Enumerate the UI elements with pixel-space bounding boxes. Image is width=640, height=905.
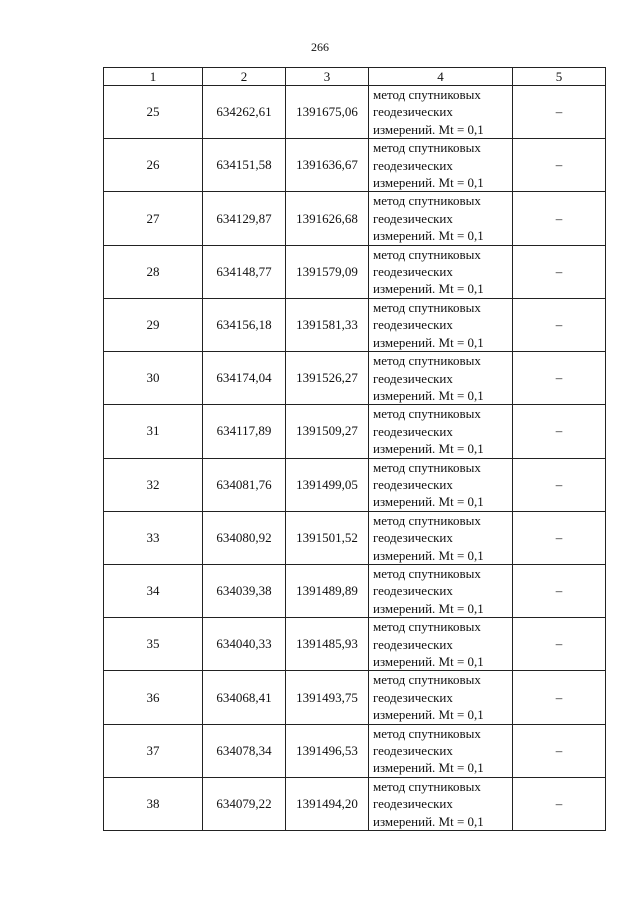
method-line: измерений. Mt = 0,1 <box>373 547 484 563</box>
method-line: измерений. Mt = 0,1 <box>373 387 484 403</box>
method-line: геодезических <box>373 636 453 652</box>
x-coordinate-cell: 634079,22 <box>203 777 286 830</box>
column-header-3: 3 <box>286 68 369 86</box>
point-number-cell: 25 <box>104 86 203 139</box>
point-number-cell: 37 <box>104 724 203 777</box>
x-coordinate-cell: 634156,18 <box>203 298 286 351</box>
method-cell <box>369 139 513 192</box>
note-cell: – <box>513 671 606 724</box>
method-cell <box>369 405 513 458</box>
table-row <box>104 777 606 830</box>
y-coordinate-cell: 1391626,68 <box>286 192 369 245</box>
y-coordinate-cell: 1391675,06 <box>286 86 369 139</box>
table-row <box>104 564 606 617</box>
method-line: геодезических <box>373 743 453 759</box>
method-line: метод спутниковых <box>373 512 481 528</box>
method-line: метод спутниковых <box>373 459 481 475</box>
table-row <box>104 405 606 458</box>
method-line: геодезических <box>373 796 453 812</box>
column-header-1: 1 <box>104 68 203 86</box>
method-line: метод спутниковых <box>373 193 481 209</box>
note-cell: – <box>513 405 606 458</box>
x-coordinate-cell: 634068,41 <box>203 671 286 724</box>
x-coordinate-cell: 634262,61 <box>203 86 286 139</box>
method-line: геодезических <box>373 264 453 280</box>
point-number-cell: 27 <box>104 192 203 245</box>
x-coordinate-cell: 634040,33 <box>203 618 286 671</box>
note-cell: – <box>513 458 606 511</box>
method-line: измерений. Mt = 0,1 <box>373 494 484 510</box>
table-row <box>104 618 606 671</box>
y-coordinate-cell: 1391579,09 <box>286 245 369 298</box>
table-header-row <box>104 68 606 86</box>
method-line: геодезических <box>373 423 453 439</box>
method-line: метод спутниковых <box>373 87 481 102</box>
method-line: измерений. Mt = 0,1 <box>373 175 484 191</box>
table-row <box>104 86 606 139</box>
method-line: метод спутниковых <box>373 406 481 422</box>
method-line: измерений. Mt = 0,1 <box>373 707 484 723</box>
method-line: геодезических <box>373 317 453 333</box>
table-row <box>104 352 606 405</box>
x-coordinate-cell: 634129,87 <box>203 192 286 245</box>
method-line: геодезических <box>373 210 453 226</box>
x-coordinate-cell: 634078,34 <box>203 724 286 777</box>
point-number-cell: 31 <box>104 405 203 458</box>
method-line: геодезических <box>373 476 453 492</box>
note-cell: – <box>513 511 606 564</box>
method-line: измерений. Mt = 0,1 <box>373 121 484 137</box>
method-cell <box>369 86 513 139</box>
x-coordinate-cell: 634151,58 <box>203 139 286 192</box>
method-cell <box>369 298 513 351</box>
method-line: измерений. Mt = 0,1 <box>373 281 484 297</box>
note-cell: – <box>513 139 606 192</box>
method-cell <box>369 671 513 724</box>
x-coordinate-cell: 634148,77 <box>203 245 286 298</box>
method-cell <box>369 724 513 777</box>
y-coordinate-cell: 1391493,75 <box>286 671 369 724</box>
x-coordinate-cell: 634039,38 <box>203 564 286 617</box>
method-line: метод спутниковых <box>373 725 481 741</box>
column-header-2: 2 <box>203 68 286 86</box>
method-line: метод спутниковых <box>373 299 481 315</box>
method-line: метод спутниковых <box>373 778 481 794</box>
table-body <box>104 86 606 831</box>
method-line: геодезических <box>373 530 453 546</box>
method-line: геодезических <box>373 157 453 173</box>
method-cell <box>369 458 513 511</box>
table-row <box>104 671 606 724</box>
table-row <box>104 245 606 298</box>
method-cell <box>369 511 513 564</box>
table-row <box>104 511 606 564</box>
y-coordinate-cell: 1391496,53 <box>286 724 369 777</box>
y-coordinate-cell: 1391489,89 <box>286 564 369 617</box>
method-line: геодезических <box>373 370 453 386</box>
y-coordinate-cell: 1391509,27 <box>286 405 369 458</box>
x-coordinate-cell: 634117,89 <box>203 405 286 458</box>
method-line: измерений. Mt = 0,1 <box>373 441 484 457</box>
note-cell: – <box>513 192 606 245</box>
method-line: метод спутниковых <box>373 565 481 581</box>
x-coordinate-cell: 634080,92 <box>203 511 286 564</box>
method-cell <box>369 618 513 671</box>
table-row <box>104 192 606 245</box>
note-cell: – <box>513 564 606 617</box>
y-coordinate-cell: 1391636,67 <box>286 139 369 192</box>
method-line: измерений. Mt = 0,1 <box>373 600 484 616</box>
coordinates-table <box>103 67 606 831</box>
method-line: геодезических <box>373 689 453 705</box>
column-header-5: 5 <box>513 68 606 86</box>
column-header-4: 4 <box>369 68 513 86</box>
point-number-cell: 34 <box>104 564 203 617</box>
y-coordinate-cell: 1391485,93 <box>286 618 369 671</box>
table-row <box>104 458 606 511</box>
note-cell: – <box>513 298 606 351</box>
point-number-cell: 36 <box>104 671 203 724</box>
note-cell: – <box>513 618 606 671</box>
method-line: метод спутниковых <box>373 619 481 635</box>
point-number-cell: 33 <box>104 511 203 564</box>
method-line: метод спутниковых <box>373 246 481 262</box>
method-cell <box>369 777 513 830</box>
point-number-cell: 35 <box>104 618 203 671</box>
method-cell <box>369 245 513 298</box>
y-coordinate-cell: 1391499,05 <box>286 458 369 511</box>
note-cell: – <box>513 245 606 298</box>
point-number-cell: 38 <box>104 777 203 830</box>
point-number-cell: 30 <box>104 352 203 405</box>
table-row <box>104 139 606 192</box>
method-cell <box>369 192 513 245</box>
method-line: измерений. Mt = 0,1 <box>373 760 484 776</box>
method-line: метод спутниковых <box>373 672 481 688</box>
method-line: метод спутниковых <box>373 140 481 156</box>
y-coordinate-cell: 1391581,33 <box>286 298 369 351</box>
page-number: 266 <box>311 40 329 54</box>
note-cell: – <box>513 352 606 405</box>
y-coordinate-cell: 1391501,52 <box>286 511 369 564</box>
point-number-cell: 26 <box>104 139 203 192</box>
note-cell: – <box>513 724 606 777</box>
x-coordinate-cell: 634081,76 <box>203 458 286 511</box>
method-line: измерений. Mt = 0,1 <box>373 334 484 350</box>
method-line: геодезических <box>373 583 453 599</box>
method-line: измерений. Mt = 0,1 <box>373 228 484 244</box>
method-line: метод спутниковых <box>373 353 481 369</box>
method-line: геодезических <box>373 104 453 120</box>
table-row <box>104 724 606 777</box>
y-coordinate-cell: 1391526,27 <box>286 352 369 405</box>
method-line: измерений. Mt = 0,1 <box>373 813 484 829</box>
point-number-cell: 29 <box>104 298 203 351</box>
method-cell <box>369 564 513 617</box>
method-cell <box>369 352 513 405</box>
x-coordinate-cell: 634174,04 <box>203 352 286 405</box>
point-number-cell: 28 <box>104 245 203 298</box>
method-line: измерений. Mt = 0,1 <box>373 654 484 669</box>
table-row <box>104 298 606 351</box>
y-coordinate-cell: 1391494,20 <box>286 777 369 830</box>
point-number-cell: 32 <box>104 458 203 511</box>
note-cell: – <box>513 777 606 830</box>
note-cell: – <box>513 86 606 139</box>
